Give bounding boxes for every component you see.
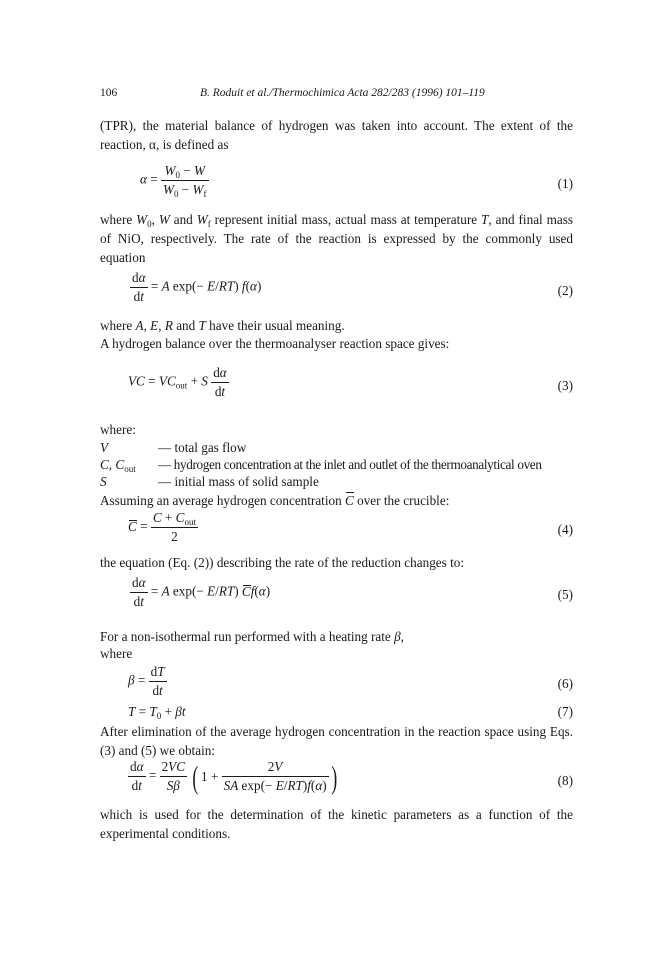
paragraph-hydrogen-balance: A hydrogen balance over the thermoanalyser reaction space gives: [100,336,450,351]
equation-number-5: (5) [557,587,573,602]
paragraph-usual-meaning: where A, E, R and T have their usual meaning. [100,318,345,333]
page-number: 106 [100,87,118,99]
equation-number-4: (4) [557,522,573,537]
equation-3: VC = $VC_{out} + S$ $\frac{d\alpha}{dt}$ [128,365,227,399]
equation-8: $\frac{d\alpha}{dt}$ = $\frac{2VC}{S\beta}$ ( 1 + $\frac{2V}{\text{SA exp(− E/RT)f(α)}}$ ) [130,758,337,795]
paragraph-mass-definition: where $W_0$, W and $W_f$ represent initial mass, actual mass at temperature T, and final mass of NiO, respectively. The rate of the reaction is expressed by the commonly used equation [100,212,573,265]
glossary-symbol: C, $C_{out}$ [100,457,136,474]
paragraph-average-concentration: Assuming an average hydrogen concentration C over the crucible: [100,493,450,508]
equation-7: $T = T_0 + \beta t$ [128,704,186,721]
paragraph-kinetic-parameters: which is used for the determination of the kinetic parameters as a function of the experimental conditions. [100,807,573,841]
equation-5: $\frac{d\alpha}{dt}$ = A exp(− E/RT) Cf(α) [132,575,271,609]
paragraph-heating-rate: For a non-isothermal run performed with a heating rate β, [100,629,404,644]
paragraph-rate-changes: the equation (Eq. (2)) describing the rate of the reduction changes to: [100,555,464,570]
running-title: B. Roduit et al./Thermochimica Acta 282/283 (1996) 101–119 [200,87,485,99]
glossary-definition: — initial mass of solid sample [158,474,319,489]
equation-number-1: (1) [557,176,573,191]
paragraph-tpr: (TPR), the material balance of hydrogen was taken into account. The extent of the reaction, α, is defined as [100,118,573,152]
equation-6: β = $\frac{dT}{dt}$ [128,664,165,698]
fraction: $\frac{W_0 - W}{W_0 - W_f}$ [162,163,207,199]
glossary-definition: — total gas flow [158,440,247,455]
glossary-definition: — hydrogen concentration at the inlet and outlet of the thermoanalytical oven [158,457,542,472]
glossary-symbol: V [100,440,109,455]
paragraph-elimination: After elimination of the average hydrogen concentration in the reaction space using Eqs. (3) and (5) we obtain: [100,724,573,758]
equation-2: $\frac{d\alpha}{dt}$ = A exp(− E/RT) f(α) [132,270,262,304]
equation-1: α = $\frac{W_0 - W}{W_0 - W_f}$ [140,163,207,199]
where-label: where: [100,422,136,437]
glossary-symbol: S [100,474,107,489]
equation-number-3: (3) [557,378,573,393]
equation-4: C = $\frac{C + C_{out}}{2}$ [128,510,196,544]
equation-number-6: (6) [557,676,573,691]
equation-number-7: (7) [557,704,573,719]
paragraph-where: where [100,646,133,661]
symbol-glossary [100,439,573,493]
equation-number-2: (2) [557,283,573,298]
equation-number-8: (8) [557,773,573,788]
